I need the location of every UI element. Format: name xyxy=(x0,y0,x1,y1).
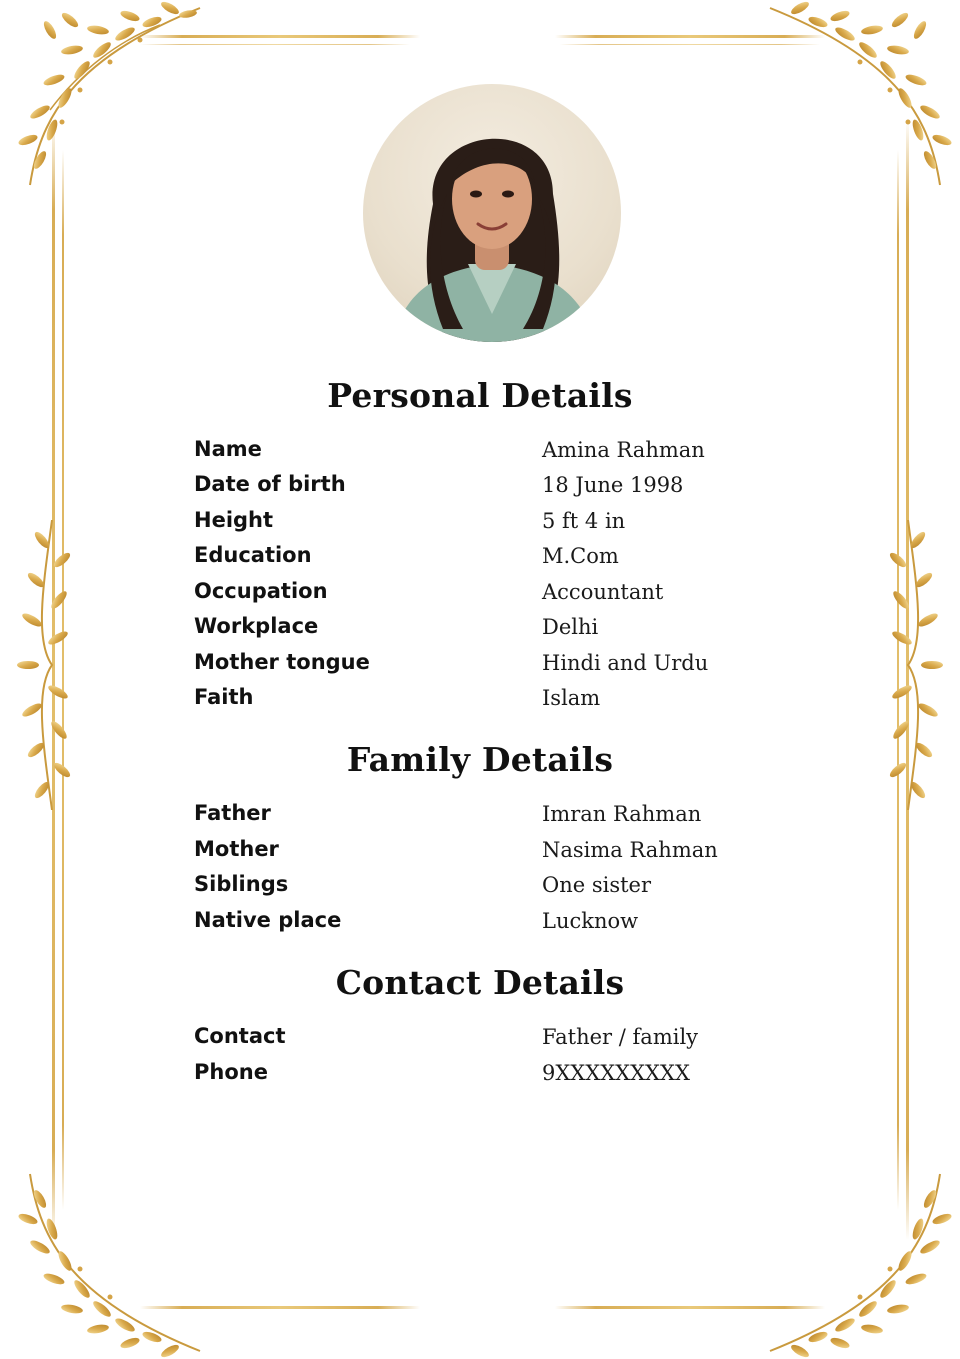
row-label: Mother tongue xyxy=(194,650,370,674)
row-value: Lucknow xyxy=(542,909,639,933)
personal-row-height xyxy=(194,508,794,540)
row-label: Name xyxy=(194,437,262,461)
contact-row-contact xyxy=(194,1024,794,1056)
personal-row-date-of-birth xyxy=(194,472,794,504)
row-label: Siblings xyxy=(194,872,289,896)
profile-photo-portrait xyxy=(363,84,621,342)
corner-ornament-bottom-right xyxy=(760,1159,960,1359)
row-value: M.Com xyxy=(542,544,619,568)
row-label: Workplace xyxy=(194,614,319,638)
personal-details-title: Personal Details xyxy=(327,376,633,415)
row-label: Occupation xyxy=(194,579,328,603)
personal-row-education xyxy=(194,543,794,575)
row-value: Nasima Rahman xyxy=(542,838,718,862)
row-value: 9XXXXXXXXX xyxy=(542,1061,690,1085)
row-label: Education xyxy=(194,543,312,567)
row-value: Delhi xyxy=(542,615,599,639)
contact-row-phone xyxy=(194,1060,794,1092)
row-value: Islam xyxy=(542,686,601,710)
row-value: 18 June 1998 xyxy=(542,473,684,497)
row-label: Native place xyxy=(194,908,342,932)
row-value: Amina Rahman xyxy=(542,438,705,462)
corner-ornament-top-right xyxy=(760,0,960,200)
row-label: Mother xyxy=(194,837,279,861)
personal-row-occupation xyxy=(194,579,794,611)
family-row-native-place xyxy=(194,908,794,940)
row-label: Height xyxy=(194,508,274,532)
family-row-mother xyxy=(194,837,794,869)
profile-photo xyxy=(363,84,621,342)
personal-row-mother-tongue xyxy=(194,650,794,682)
family-details-title: Family Details xyxy=(346,740,614,779)
contact-details-title: Contact Details xyxy=(335,963,625,1002)
row-value: Hindi and Urdu xyxy=(542,651,709,675)
corner-ornament-top-left xyxy=(10,0,210,200)
row-label: Father xyxy=(194,801,271,825)
row-label: Contact xyxy=(194,1024,286,1048)
row-value: Accountant xyxy=(542,580,664,604)
row-value: Father / family xyxy=(542,1025,699,1049)
row-label: Date of birth xyxy=(194,472,346,496)
corner-ornament-bottom-left xyxy=(10,1159,210,1359)
row-label: Phone xyxy=(194,1060,268,1084)
personal-row-name xyxy=(194,437,794,469)
personal-row-faith xyxy=(194,685,794,717)
row-label: Faith xyxy=(194,685,254,709)
row-value: One sister xyxy=(542,873,652,897)
family-row-siblings xyxy=(194,872,794,904)
row-value: Imran Rahman xyxy=(542,802,702,826)
row-value: 5 ft 4 in xyxy=(542,509,626,533)
family-row-father xyxy=(194,801,794,833)
personal-row-workplace xyxy=(194,614,794,646)
